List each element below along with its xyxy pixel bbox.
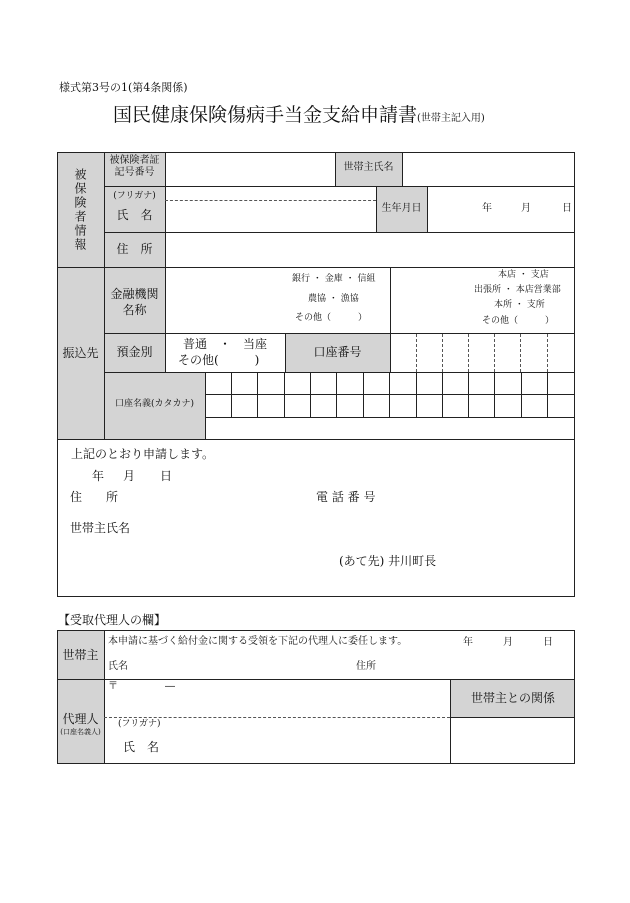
agent-month-unit: 月 (503, 637, 513, 648)
declaration-address-label: 住 所 (70, 490, 119, 504)
deposit-options-2: その他( ) (178, 353, 260, 367)
declaration-text: 上記のとおり申請します。 (71, 447, 215, 461)
account-name-field[interactable] (206, 373, 574, 438)
bank-section-label: 振込先 (62, 346, 99, 360)
head-name-field[interactable] (403, 153, 574, 185)
page-title (113, 104, 485, 127)
deposit-options-1: 普通 ・ 当座 (183, 337, 268, 351)
branch-types-line-2: 出張所 ・ 本店営業部 (474, 285, 561, 295)
dob-field[interactable] (428, 187, 574, 231)
branch-types-line-3: 本所 ・ 支所 (494, 300, 545, 310)
branch-types-line-1: 本店 ・ 支店 (498, 270, 549, 280)
dob-day-unit: 日 (562, 203, 572, 214)
insured-section-label: 被保険者情報 (73, 168, 87, 252)
deposit-label: 預金別 (116, 345, 153, 359)
dob-year-unit: 年 (482, 203, 492, 214)
agent-address-field[interactable] (105, 680, 449, 716)
title-main: 国民健康保険傷病手当金支給申請書 (113, 104, 418, 126)
cert-no-label: 被保険者証 記号番号 (109, 155, 160, 178)
agent-head-label: 世帯主 (62, 648, 99, 662)
institution-label: 金融機関 名称 (110, 287, 159, 318)
agent-head-address-small: 住所 (356, 661, 376, 672)
agent-label: 代理人 (62, 712, 99, 726)
agent-head-field[interactable] (105, 631, 574, 678)
branch-types-line-4: その他（ ） (482, 316, 555, 326)
account-no-field[interactable] (391, 334, 574, 371)
agent-head-name-small: 氏名 (108, 661, 128, 672)
account-no-label: 口座番号 (313, 345, 362, 359)
inst-types-line-2: 農協 ・ 漁協 (308, 294, 359, 304)
dob-label: 生年月日 (381, 203, 422, 214)
name-label: 氏 名 (116, 208, 153, 222)
cert-no-field[interactable] (166, 153, 334, 185)
postal-dash: ― (165, 681, 175, 692)
relation-field[interactable] (451, 718, 574, 763)
furigana-label: (フリガナ) (113, 191, 156, 201)
relation-label: 世帯主との関係 (470, 691, 555, 705)
agent-furigana-label: (フリガナ) (118, 719, 161, 729)
delegation-text: 本申請に基づく給付金に関する受領を下記の代理人に委任します。 (108, 636, 408, 647)
insured-name-field[interactable] (166, 187, 375, 231)
agent-name-field[interactable] (160, 718, 449, 763)
agent-day-unit: 日 (543, 637, 553, 648)
address-label: 住 所 (116, 242, 153, 256)
inst-types-line-1: 銀行 ・ 金庫 ・ 信組 (292, 274, 376, 284)
agent-sub-label: (口座名義人) (60, 728, 101, 736)
form-id: 様式第3号の1(第4条関係) (59, 81, 188, 94)
agent-name-label: 氏 名 (123, 740, 160, 754)
postal-mark: 〒 (108, 681, 118, 692)
account-name-label: 口座名義(カタカナ) (114, 399, 195, 409)
declaration-head-name-label: 世帯主氏名 (70, 521, 131, 535)
declaration-year-unit: 年 (92, 469, 105, 483)
head-name-label: 世帯主氏名 (343, 162, 394, 173)
title-note: (世帯主記入用) (417, 113, 485, 124)
agent-year-unit: 年 (463, 637, 473, 648)
inst-types-line-3: その他（ ） (295, 313, 368, 323)
addressee: (あて先) 井川町長 (339, 554, 437, 568)
declaration-phone-label: 電 話 番 号 (316, 490, 376, 504)
declaration-month-unit: 月 (123, 469, 136, 483)
agent-section-title: 【受取代理人の欄】 (58, 613, 167, 627)
insured-address-field[interactable] (166, 233, 574, 266)
dob-month-unit: 月 (521, 203, 531, 214)
declaration-day-unit: 日 (160, 469, 173, 483)
